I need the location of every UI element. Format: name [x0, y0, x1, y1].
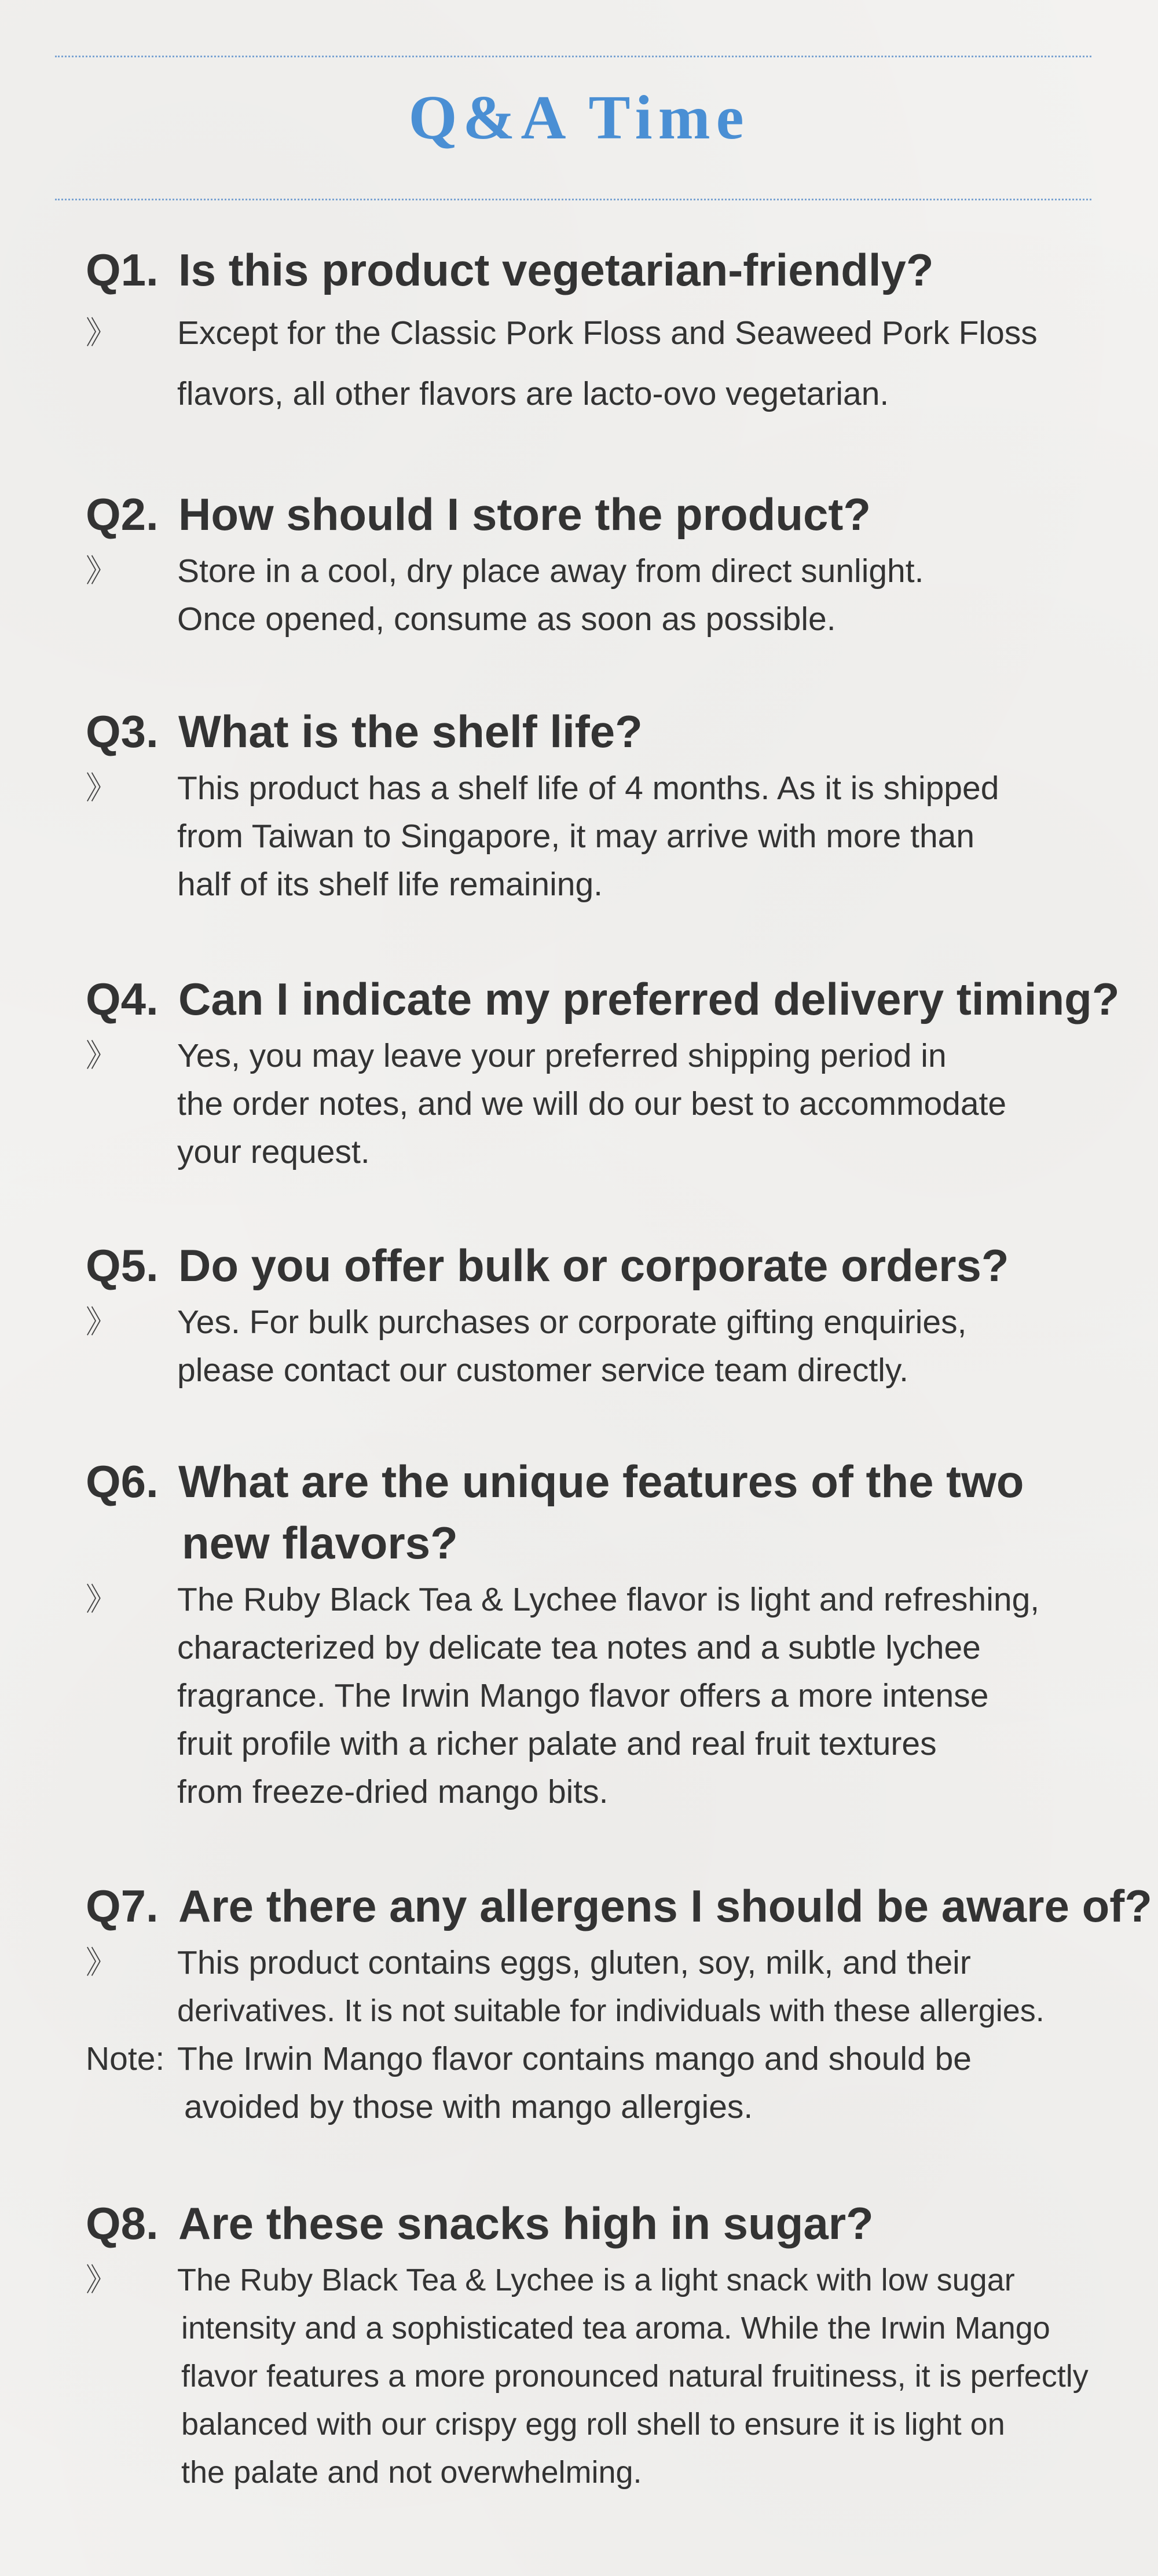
question-number: Q6.	[86, 1456, 159, 1507]
page-title: Q&A Time	[408, 83, 750, 152]
answer-arrow-icon: 》	[86, 1582, 117, 1617]
question-text: What is the shelf life?	[178, 706, 643, 757]
answer-q7	[86, 1939, 1105, 2131]
question-text: How should I store the product?	[178, 489, 871, 540]
question-q5	[86, 1235, 1105, 1296]
answer-q6	[86, 1576, 1105, 1816]
answer-q3	[86, 764, 1105, 909]
allergy-note	[86, 2035, 1105, 2083]
answer-line: fruit profile with a richer palate and real fruit textures	[177, 1725, 937, 1762]
answer-line: fragrance. The Irwin Mango flavor offers a more intense	[177, 1677, 989, 1714]
answer-line: intensity and a sophisticated tea aroma. While the Irwin Mango	[181, 2311, 1050, 2346]
answer-q1	[86, 303, 1105, 425]
faq-item-q4	[86, 968, 1120, 1176]
answer-arrow-icon: 》	[86, 1305, 117, 1340]
answer-line: This product contains eggs, gluten, soy, milk, and their	[177, 1944, 971, 1981]
answer-line: characterized by delicate tea notes and a subtle lychee	[177, 1629, 981, 1666]
faq-item-q8	[86, 2193, 1105, 2497]
question-q3	[86, 701, 1105, 762]
question-text-continued: new flavors?	[182, 1517, 458, 1568]
answer-line: the order notes, and we will do our best to accommodate	[177, 1085, 1007, 1122]
answer-line: The Ruby Black Tea & Lychee flavor is light and refreshing,	[177, 1581, 1040, 1618]
note-line: The Irwin Mango flavor contains mango and should be	[177, 2040, 972, 2077]
answer-line: derivatives. It is not suitable for individuals with these allergies.	[177, 1993, 1045, 2028]
answer-arrow-icon: 》	[86, 1945, 117, 1980]
question-text: Is this product vegetarian-friendly?	[178, 244, 934, 295]
answer-arrow-icon: 》	[86, 316, 117, 350]
note-label: Note:	[86, 2040, 165, 2077]
answer-line: your request.	[177, 1133, 370, 1170]
faq-item-q3	[86, 701, 1105, 909]
faq-item-q5	[86, 1235, 1105, 1395]
answer-line: Yes, you may leave your preferred shipping period in	[177, 1037, 947, 1074]
question-text: Do you offer bulk or corporate orders?	[178, 1240, 1009, 1291]
answer-line: flavors, all other flavors are lacto-ovo vegetarian.	[177, 375, 889, 412]
answer-line: from Taiwan to Singapore, it may arrive with more than	[177, 818, 975, 855]
answer-line: Except for the Classic Pork Floss and Seaweed Pork Floss	[177, 314, 1038, 352]
question-number: Q1.	[86, 244, 159, 295]
faq-item-q1	[86, 239, 1105, 425]
answer-line: balanced with our crispy egg roll shell to ensure it is light on	[181, 2407, 1005, 2442]
answer-line: This product has a shelf life of 4 months. As it is shipped	[177, 770, 999, 807]
answer-line: flavor features a more pronounced natural fruitiness, it is perfectly	[181, 2359, 1089, 2394]
answer-line: Yes. For bulk purchases or corporate gifting enquiries,	[177, 1304, 967, 1341]
question-text: Can I indicate my preferred delivery timing?	[178, 974, 1120, 1024]
question-number: Q3.	[86, 706, 159, 757]
question-number: Q5.	[86, 1240, 159, 1291]
answer-arrow-icon: 》	[86, 554, 117, 588]
answer-q5	[86, 1298, 1105, 1395]
answer-arrow-icon: 》	[86, 1038, 117, 1073]
answer-q4	[86, 1032, 1105, 1176]
answer-q8	[86, 2256, 1105, 2497]
question-number: Q2.	[86, 489, 159, 540]
question-number: Q8.	[86, 2198, 159, 2249]
bottom-dotted-divider	[55, 199, 1091, 200]
faq-item-q6	[86, 1451, 1105, 1816]
answer-arrow-icon: 》	[86, 2263, 117, 2297]
top-dotted-divider	[55, 56, 1091, 57]
answer-q2	[86, 547, 1105, 643]
answer-arrow-icon: 》	[86, 771, 117, 806]
answer-line: the palate and not overwhelming.	[181, 2455, 642, 2490]
question-number: Q7.	[86, 1880, 159, 1931]
answer-line: Store in a cool, dry place away from direct sunlight.	[177, 552, 924, 590]
question-q1	[86, 239, 1105, 301]
faq-item-q7	[86, 1875, 1152, 2131]
question-text: What are the unique features of the two	[178, 1456, 1024, 1507]
faq-item-q2	[86, 484, 1105, 643]
question-q2	[86, 484, 1105, 545]
question-q4	[86, 968, 1120, 1030]
answer-line: from freeze-dried mango bits.	[177, 1773, 609, 1810]
question-text: Are there any allergens I should be aware of?	[178, 1880, 1152, 1931]
question-q6	[86, 1451, 1105, 1574]
note-line: avoided by those with mango allergies.	[184, 2088, 753, 2125]
question-q7	[86, 1875, 1152, 1937]
question-text: Are these snacks high in sugar?	[178, 2198, 874, 2249]
answer-line: half of its shelf life remaining.	[177, 866, 603, 903]
answer-line: please contact our customer service team directly.	[177, 1352, 908, 1389]
answer-line: The Ruby Black Tea & Lychee is a light snack with low sugar	[177, 2263, 1015, 2297]
answer-line: Once opened, consume as soon as possible.	[177, 601, 836, 638]
question-q8	[86, 2193, 1105, 2254]
question-number: Q4.	[86, 974, 159, 1024]
